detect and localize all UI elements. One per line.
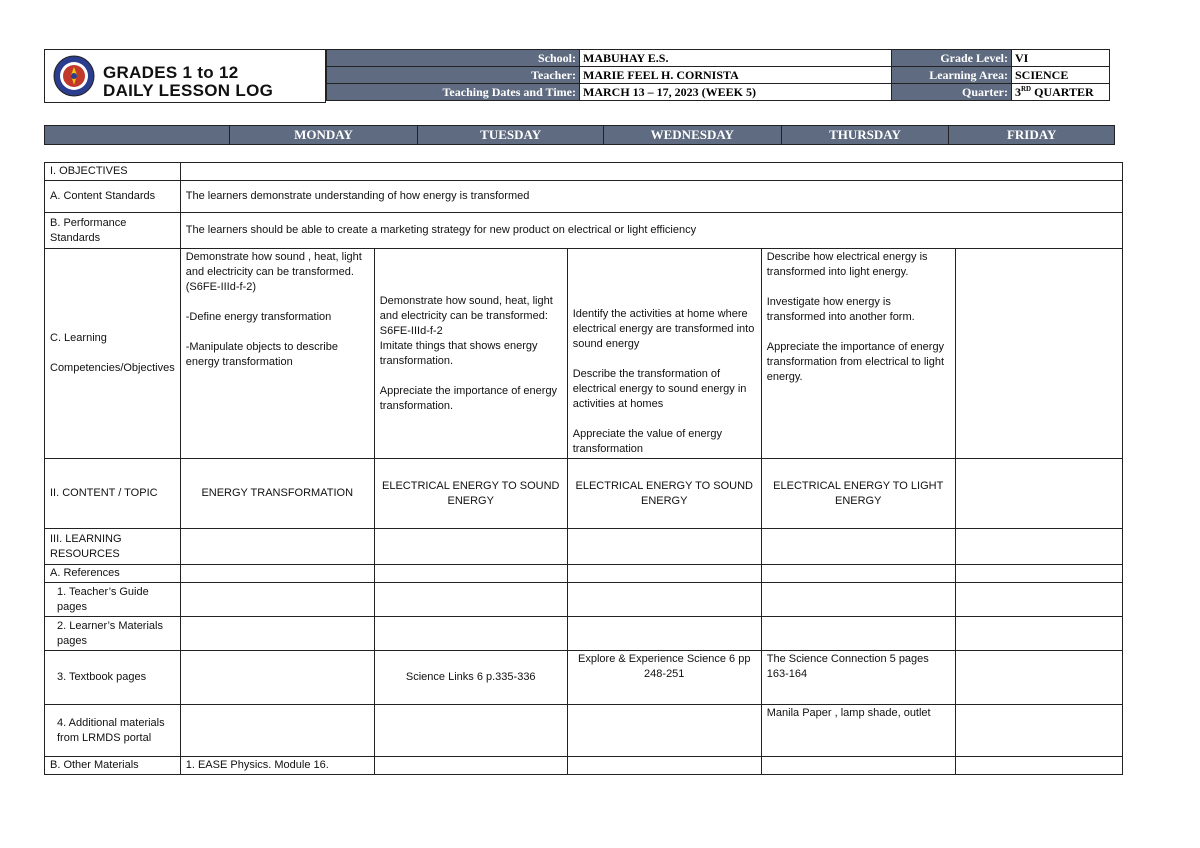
day-tuesday: TUESDAY — [417, 126, 603, 144]
competencies-thursday: Describe how electrical energy is transformed into light energy. Investigate how energy is transformed into another form. Appreciate the importance of energy transformation from electrical to light energy. — [761, 249, 955, 459]
dates-label: Teaching Dates and Time: — [327, 84, 580, 101]
competencies-friday — [955, 249, 1122, 459]
title-box — [44, 49, 326, 103]
learners-materials-label: 2. Learner’s Materials pages — [45, 617, 181, 651]
table-row — [45, 617, 1123, 651]
area-label: Learning Area: — [892, 67, 1012, 84]
school-label: School: — [327, 50, 580, 67]
content-topic-label: II. CONTENT / TOPIC — [45, 459, 181, 529]
day-blank — [45, 126, 229, 144]
teacher-label: Teacher: — [327, 67, 580, 84]
table-row — [45, 181, 1123, 213]
table-row — [45, 249, 1123, 459]
grade-label: Grade Level: — [892, 50, 1012, 67]
day-wednesday: WEDNESDAY — [603, 126, 781, 144]
table-row — [45, 213, 1123, 249]
objectives-cell — [180, 163, 1122, 181]
table-row — [45, 583, 1123, 617]
textbook-thursday: The Science Connection 5 pages 163-164 — [761, 651, 955, 705]
table-row — [45, 705, 1123, 757]
textbook-wednesday: Explore & Experience Science 6 pp 248-251 — [567, 651, 761, 705]
competencies-wednesday: Identify the activities at home where electrical energy are transformed into sound energy Describe the transformation of electrical energy to sound energy in activities at homes Appreciate the value of energy transformation — [567, 249, 761, 459]
content-friday — [955, 459, 1122, 529]
school-info-table — [326, 49, 936, 101]
table-row — [45, 565, 1123, 583]
performance-standards-label: B. Performance Standards — [45, 213, 181, 249]
learning-resources-label: III. LEARNING RESOURCES — [45, 529, 181, 565]
references-label: A. References — [45, 565, 181, 583]
dates-value: MARCH 13 – 17, 2023 (WEEK 5) — [580, 84, 936, 101]
table-row — [45, 529, 1123, 565]
textbook-tuesday: Science Links 6 p.335-336 — [374, 651, 567, 705]
title-line-2: DAILY LESSON LOG — [103, 81, 274, 100]
day-friday: FRIDAY — [948, 126, 1114, 144]
title-line-1: GRADES 1 to 12 — [103, 63, 239, 82]
lesson-plan-table — [44, 162, 1123, 775]
deped-seal-icon — [53, 55, 95, 97]
competencies-label-line-2: Competencies/Objectives — [50, 362, 175, 374]
teachers-guide-label: 1. Teacher’s Guide pages — [45, 583, 181, 617]
weekday-header-bar — [44, 125, 1115, 145]
content-thursday: ELECTRICAL ENERGY TO LIGHT ENERGY — [761, 459, 955, 529]
content-wednesday: ELECTRICAL ENERGY TO SOUND ENERGY — [567, 459, 761, 529]
content-standards-label: A. Content Standards — [45, 181, 181, 213]
school-value: MABUHAY E.S. — [580, 50, 936, 67]
competencies-tuesday: Demonstrate how sound, heat, light and electricity can be transformed: S6FE-IIId-f-2 Imitate things that shows energy transformation. Appreciate the importance of energy transformation. — [374, 249, 567, 459]
table-row — [45, 459, 1123, 529]
competencies-label — [45, 249, 181, 459]
table-row — [45, 651, 1123, 705]
quarter-label: Quarter: — [892, 84, 1012, 101]
content-monday: ENERGY TRANSFORMATION — [180, 459, 374, 529]
grade-info-table — [891, 49, 1110, 101]
textbook-label: 3. Textbook pages — [45, 651, 181, 705]
additional-materials-label: 4. Additional materials from LRMDS portal — [45, 705, 181, 757]
objectives-label: I. OBJECTIVES — [45, 163, 181, 181]
other-materials-label: B. Other Materials — [45, 757, 181, 775]
day-monday: MONDAY — [229, 126, 418, 144]
area-value: SCIENCE — [1012, 67, 1110, 84]
teacher-value: MARIE FEEL H. CORNISTA — [580, 67, 936, 84]
content-standards-value: The learners demonstrate understanding of how energy is transformed — [180, 181, 1122, 213]
lesson-log-header — [44, 49, 1115, 105]
content-tuesday: ELECTRICAL ENERGY TO SOUND ENERGY — [374, 459, 567, 529]
competencies-monday: Demonstrate how sound , heat, light and electricity can be transformed. (S6FE-IIId-f-2) -Define energy transformation -Manipulate objects to describe energy transformation — [180, 249, 374, 459]
quarter-value: 3RD QUARTER — [1012, 84, 1110, 101]
table-row — [45, 163, 1123, 181]
day-thursday: THURSDAY — [781, 126, 949, 144]
grade-value: VI — [1012, 50, 1110, 67]
competencies-label-line-1: C. Learning — [50, 332, 107, 344]
other-materials-monday: 1. EASE Physics. Module 16. — [180, 757, 374, 775]
performance-standards-value: The learners should be able to create a marketing strategy for new product on electrical or light efficiency — [180, 213, 1122, 249]
additional-thursday: Manila Paper , lamp shade, outlet — [761, 705, 955, 757]
table-row — [45, 757, 1123, 775]
